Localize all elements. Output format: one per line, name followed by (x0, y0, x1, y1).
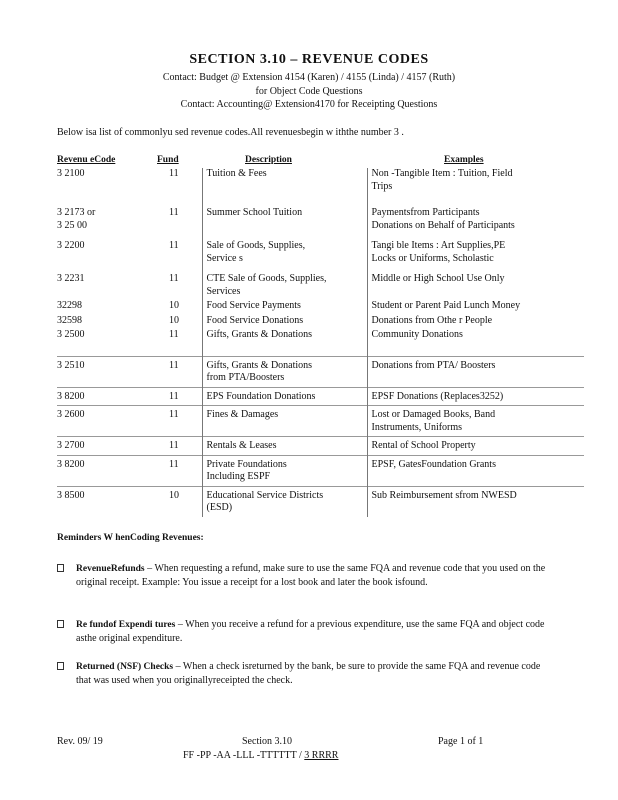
description-cell: Gifts, Grants & Donations from PTA/Boosters (202, 356, 367, 387)
header-fund: Fund (157, 155, 179, 165)
table-row (57, 207, 584, 240)
description-cell: Fines & Damages (202, 406, 367, 437)
checkbox-bullet-icon (57, 564, 64, 572)
table-row (57, 329, 584, 356)
table-row (57, 300, 584, 315)
examples-cell: Donations from PTA/ Boosters (367, 356, 584, 387)
reminder-lead: RevenueRefunds (76, 564, 145, 574)
revenue-code-cell: 3 2600 (57, 406, 157, 437)
revenue-codes-table (57, 168, 584, 517)
revenue-code-cell: 3 2510 (57, 356, 157, 387)
header-description: Description (245, 155, 292, 165)
fund-cell: 11 (157, 329, 202, 356)
examples-cell: Student or Parent Paid Lunch Money (371, 300, 521, 311)
description-cell: Food Service Payments (202, 300, 367, 315)
description-cell: Educational Service Districts (ESD) (202, 486, 367, 517)
revenue-code-cell: 3 2173 or 3 25 00 (57, 207, 96, 231)
fund-cell: 11 (157, 437, 202, 456)
intro-text: Below isa list of commonlyu sed revenue codes.All revenuesbegin w iththe number 3 . (57, 127, 404, 138)
description-cell: Rentals & Leases (202, 437, 367, 456)
table-row (57, 486, 584, 517)
revenue-code-cell: 3 2500 (57, 329, 85, 340)
footer-section: Section 3.10 (242, 736, 292, 747)
table-row (57, 240, 584, 273)
examples-cell: Non -Tangible Item : Tuition, Field Trips (371, 168, 513, 192)
reminder-text: – When you receive a refund for a previous expenditure, use the same FQA and object code asthe original expenditure. (76, 619, 545, 644)
description-cell: Summer School Tuition (202, 207, 367, 240)
reminder-returned-checks (57, 660, 557, 687)
examples-cell: Sub Reimbursement sfrom NWESD (367, 486, 584, 517)
footer-code-suffix: 3 RRRR (304, 750, 339, 761)
footer-code-prefix: FF -PP -AA -LLL -TTTTTT / (183, 750, 305, 761)
revenue-code-cell: 3 2100 (57, 168, 85, 179)
fund-cell: 11 (157, 240, 202, 273)
table-row (57, 437, 584, 456)
header-examples: Examples (444, 155, 484, 165)
revenue-code-cell: 32298 (57, 300, 82, 311)
fund-cell: 11 (157, 406, 202, 437)
checkbox-bullet-icon (57, 662, 64, 670)
fund-cell: 11 (157, 207, 202, 240)
examples-cell: Middle or High School Use Only (371, 273, 505, 284)
contact-budget: Contact: Budget @ Extension 4154 (Karen) / 4155 (Linda) / 4157 (Ruth) (162, 72, 456, 83)
table-row (57, 455, 584, 486)
reminder-text: – When requesting a refund, make sure to use the same FQA and revenue code that you used on the original receipt. Example: You issue a receipt for a lost book and later the book isfound. (76, 563, 546, 588)
fund-cell: 11 (157, 387, 202, 406)
header-revenue-code: Revenu eCode (57, 155, 116, 165)
fund-cell: 10 (157, 486, 202, 517)
description-cell: Gifts, Grants & Donations (202, 329, 367, 356)
reminders-heading: Reminders W henCoding Revenues: (57, 533, 204, 543)
examples-cell: Lost or Damaged Books, Band Instruments, Uniforms (367, 406, 584, 437)
description-cell: Sale of Goods, Supplies, Service s (202, 240, 367, 273)
checkbox-bullet-icon (57, 620, 64, 628)
table-row (57, 356, 584, 387)
fund-cell: 11 (157, 455, 202, 486)
examples-cell: Tangi ble Items : Art Supplies,PE Locks or Uniforms, Scholastic (371, 240, 506, 264)
description-cell: Private Foundations Including ESPF (202, 455, 367, 486)
table-row (57, 387, 584, 406)
contact-accounting: Contact: Accounting@ Extension4170 for Receipting Questions (180, 99, 438, 110)
examples-cell: Rental of School Property (367, 437, 584, 456)
fund-cell: 11 (157, 273, 202, 300)
examples-cell: Paymentsfrom Participants Donations on Behalf of Participants (371, 207, 515, 231)
footer-revision: Rev. 09/ 19 (57, 736, 103, 747)
reminder-lead: Returned (NSF) Checks (76, 662, 174, 672)
examples-cell: EPSF, GatesFoundation Grants (367, 455, 584, 486)
footer-account-code (183, 750, 338, 761)
examples-cell: EPSF Donations (Replaces3252) (367, 387, 584, 406)
fund-cell: 10 (157, 300, 202, 315)
revenue-code-cell: 3 8200 (57, 387, 157, 406)
table-row (57, 315, 584, 330)
table-row (57, 168, 584, 207)
description-cell: Tuition & Fees (202, 168, 367, 207)
reminder-revenue-refunds (57, 562, 557, 589)
revenue-code-cell: 3 2200 (57, 240, 85, 251)
revenue-code-cell: 3 8200 (57, 455, 157, 486)
examples-cell: Donations from Othe r People (371, 314, 493, 326)
footer-page-number: Page 1 of 1 (438, 736, 484, 747)
reminder-refund-of-expenditures (57, 618, 557, 645)
table-row (57, 406, 584, 437)
examples-cell: Community Donations (371, 329, 463, 340)
revenue-code-cell: 3 2700 (57, 437, 157, 456)
contact-budget-purpose: for Object Code Questions (255, 86, 363, 97)
reminder-text: – When a check isreturned by the bank, be sure to provide the same FQA and revenue code that was used when you originallyreceipted the check. (76, 661, 541, 686)
fund-cell: 11 (157, 356, 202, 387)
description-cell: CTE Sale of Goods, Supplies, Services (202, 273, 367, 300)
revenue-code-cell: 32598 (57, 314, 82, 326)
table-header (57, 155, 584, 168)
table-row (57, 273, 584, 300)
fund-cell: 10 (157, 315, 202, 330)
description-cell: EPS Foundation Donations (202, 387, 367, 406)
page-title: SECTION 3.10 – REVENUE CODES (189, 52, 429, 67)
revenue-code-cell: 3 2231 (57, 273, 85, 284)
fund-cell: 11 (157, 168, 202, 207)
reminder-lead: Re fundof Expendi tures (76, 620, 176, 630)
revenue-code-cell: 3 8500 (57, 486, 157, 517)
description-cell: Food Service Donations (202, 315, 367, 330)
